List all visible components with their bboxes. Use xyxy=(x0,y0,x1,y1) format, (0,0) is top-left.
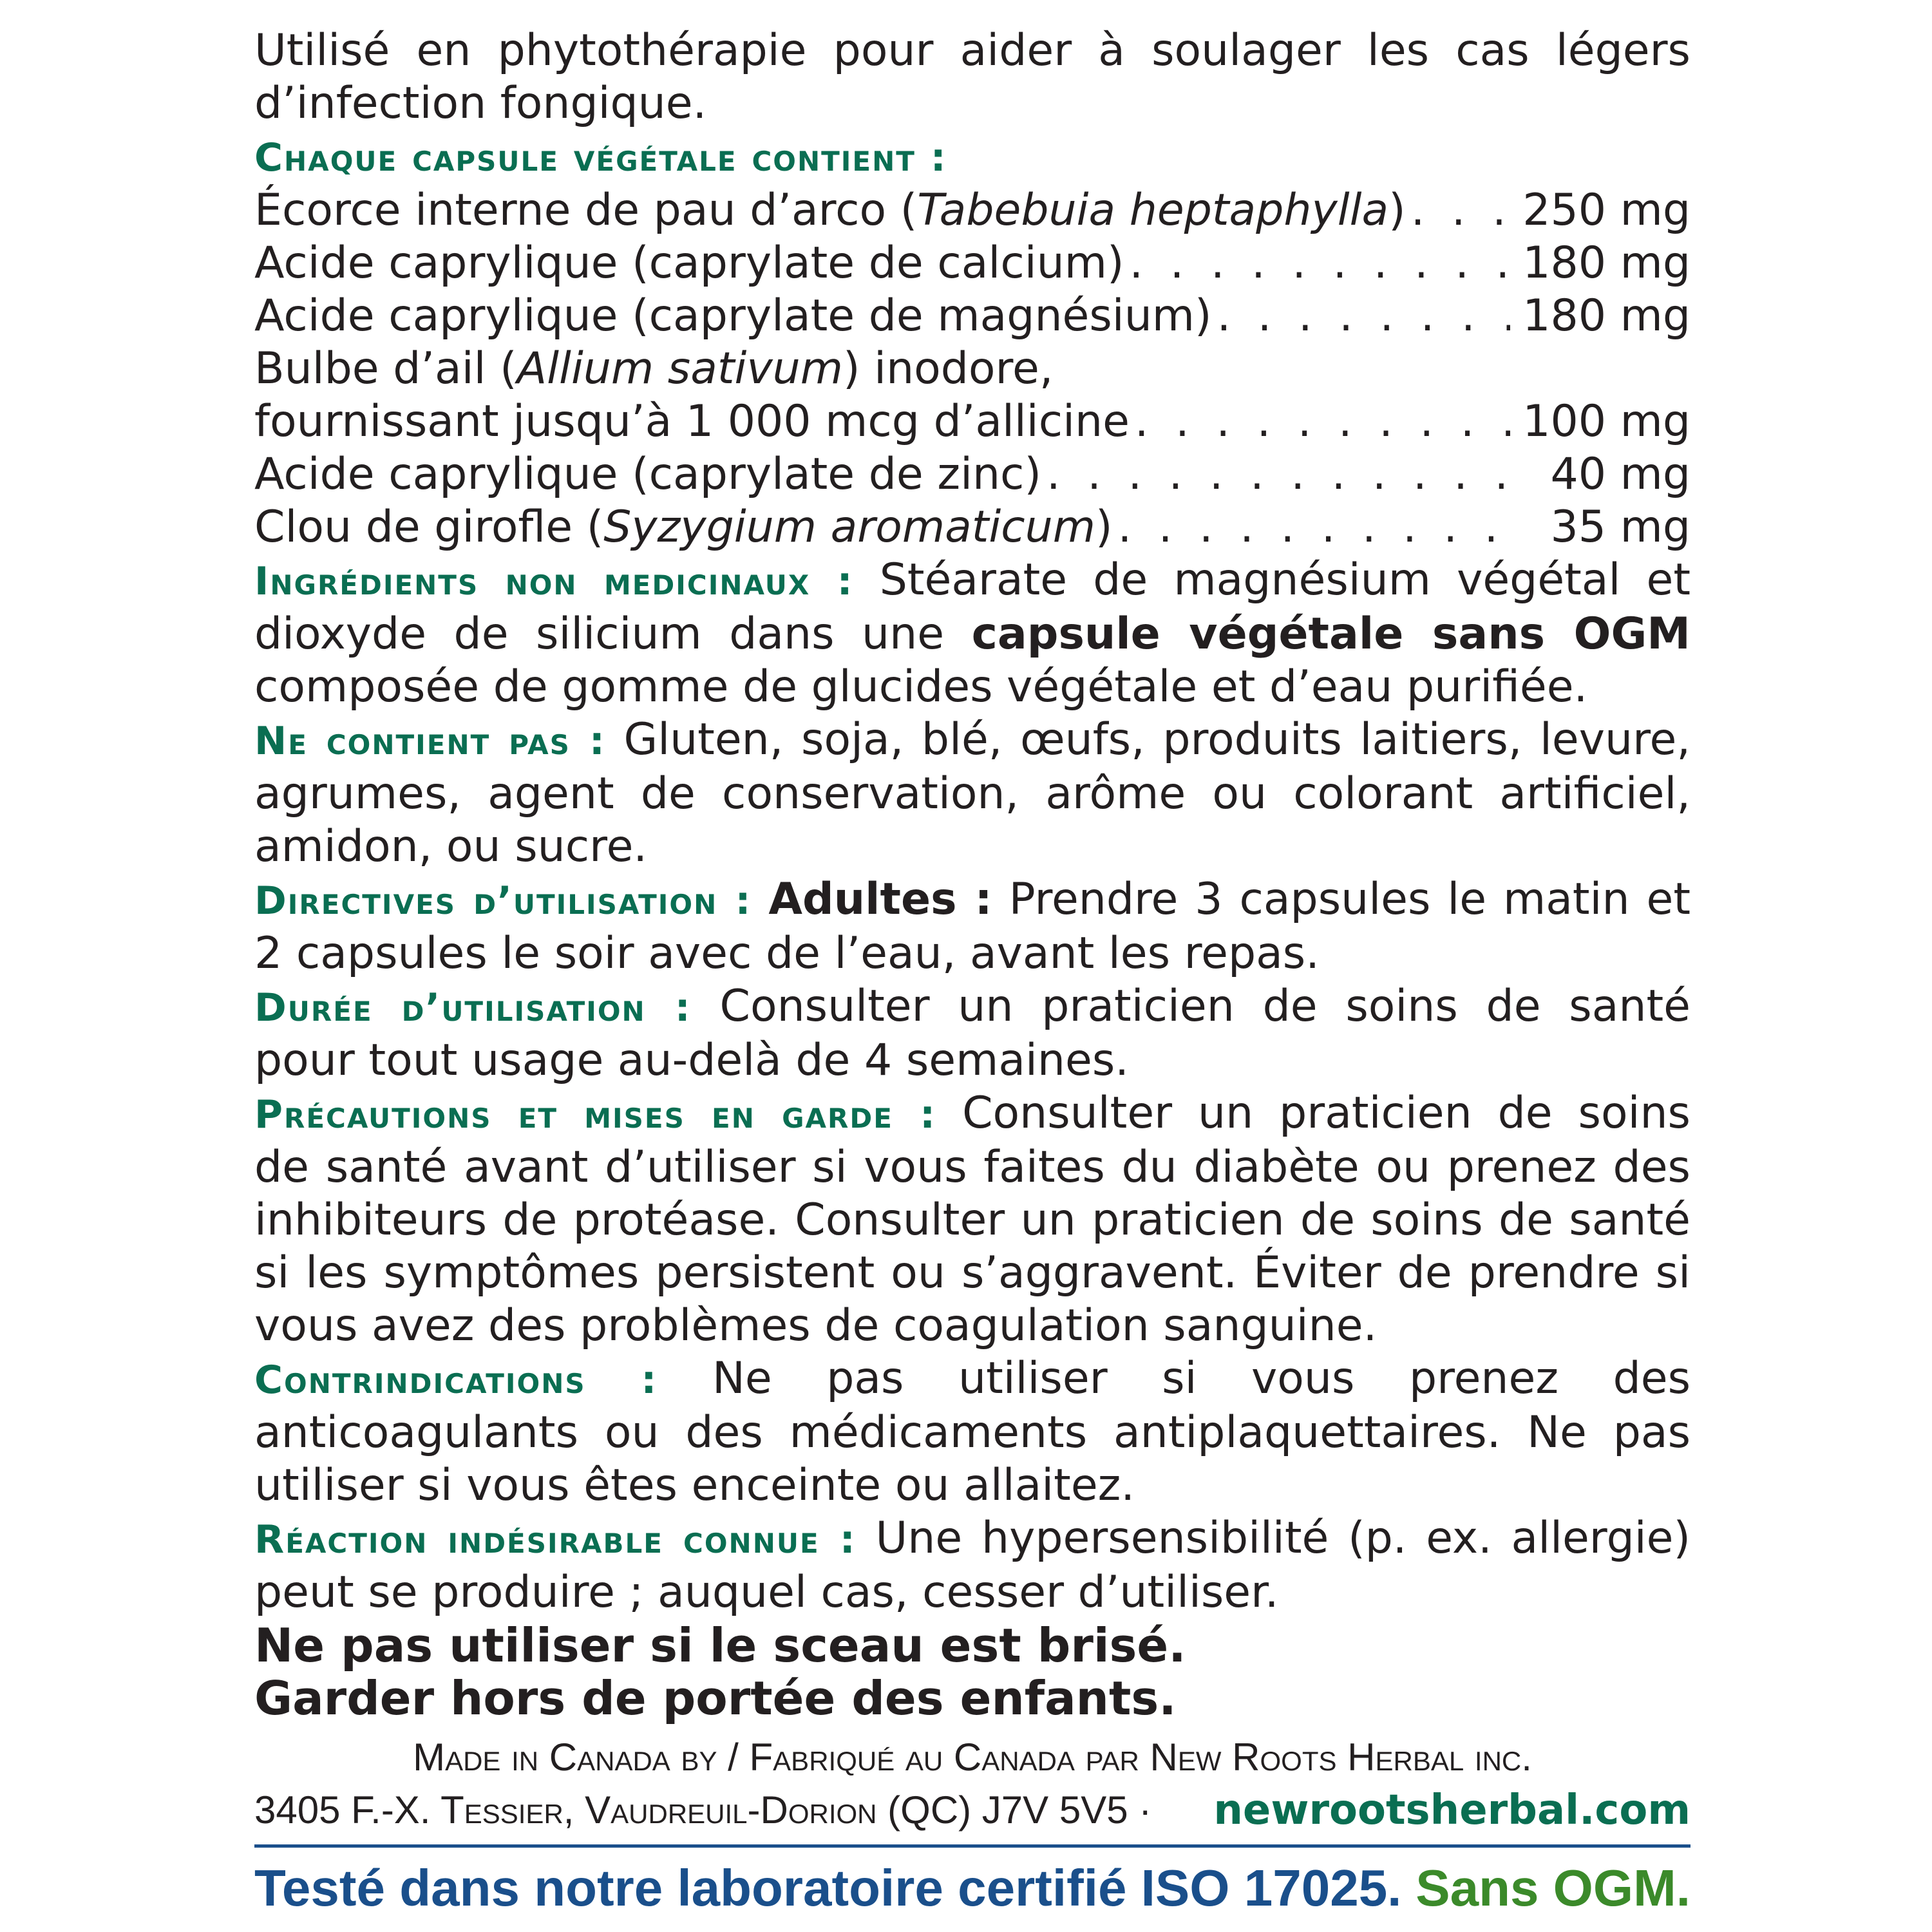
adverse-heading: Réaction indésirable connue : xyxy=(254,1517,857,1562)
intro-line-1: Utilisé en phytothérapie pour aider à soulager les cas légers xyxy=(254,25,1690,76)
cautions-line-2: de santé avant d’utiliser si vous faites du diabète ou prenez des xyxy=(254,1142,1690,1193)
leader-dots xyxy=(1130,395,1510,448)
ingredients-heading-text: Chaque capsule végétale contient : xyxy=(254,135,947,180)
cautions-line-5: vous avez des problèmes de coagulation sanguine. xyxy=(254,1300,1378,1351)
cautions-text: Consulter un praticien de soins xyxy=(962,1088,1690,1139)
ingredient-name: Bulbe d’ail ( xyxy=(254,343,517,394)
ingredient-amount: 250 mg xyxy=(1522,185,1690,236)
intro-line-2: d’infection fongique. xyxy=(254,78,707,129)
address-line xyxy=(254,1784,1690,1837)
ingredient-amount: 180 mg xyxy=(1522,238,1690,289)
ingredient-name: Acide caprylique (caprylate de calcium) xyxy=(254,238,1124,289)
website-link[interactable]: newrootsherbal.com xyxy=(1213,1786,1690,1834)
free-of-heading: Ne contient pas : xyxy=(254,719,606,764)
cautions-line-1 xyxy=(254,1087,1690,1141)
ingredient-latin: Tabebuia heptaphylla xyxy=(917,185,1389,236)
directions-text: Prendre 3 capsules le matin et xyxy=(1009,874,1690,925)
free-of-line-1 xyxy=(254,714,1690,768)
non-medicinal-line-1 xyxy=(254,554,1690,608)
adverse-line-2: peut se produire ; auquel cas, cesser d’utiliser. xyxy=(254,1567,1279,1618)
non-medicinal-heading: Ingrédients non medicinaux : xyxy=(254,559,854,604)
contraindications-text: Ne pas utiliser si vous prenez des xyxy=(712,1353,1690,1404)
ingredient-suffix: ) xyxy=(1388,185,1406,236)
ingredient-name: Acide caprylique (caprylate de magnésium) xyxy=(254,290,1212,341)
ingredient-row xyxy=(254,448,1690,501)
label-panel xyxy=(254,24,1690,1917)
contraindications-line-3: utiliser si vous êtes enceinte ou allaitez. xyxy=(254,1460,1135,1511)
manufacturer-line: Made in Canada by / Fabriqué au Canada par New Roots Herbal inc. xyxy=(413,1736,1532,1779)
duration-line-1 xyxy=(254,980,1690,1034)
non-medicinal-text: Stéarate de magnésium végétal et xyxy=(879,554,1690,605)
ingredient-amount: 35 mg xyxy=(1550,502,1690,553)
ingredient-amount: 180 mg xyxy=(1522,290,1690,341)
ingredients-heading xyxy=(254,130,1690,184)
ingredient-name: Acide caprylique (caprylate de zinc) xyxy=(254,449,1041,500)
ingredient-row xyxy=(254,290,1690,343)
directions-line-1 xyxy=(254,873,1690,927)
adverse-line-1 xyxy=(254,1512,1690,1566)
cautions-line-3: inhibiteurs de protéase. Consulter un praticien de soins de santé xyxy=(254,1195,1690,1245)
duration-text: Consulter un praticien de soins de santé xyxy=(719,981,1690,1032)
free-of-line-3: amidon, ou sucre. xyxy=(254,821,648,872)
directions-line-2: 2 capsules le soir avec de l’eau, avant les repas. xyxy=(254,928,1320,979)
contraindications-heading: Contrindications : xyxy=(254,1358,658,1403)
ingredient-suffix: ) xyxy=(1095,502,1113,553)
adults-label: Adultes : xyxy=(768,874,992,925)
ingredient-name: Clou de girofle ( xyxy=(254,502,604,553)
children-warning: Garder hors de portée des enfants. xyxy=(254,1671,1177,1725)
non-medicinal-text: dioxyde de silicium dans une xyxy=(254,609,945,659)
ingredient-name: fournissant jusqu’à 1 000 mcg d’allicine xyxy=(254,396,1130,447)
free-of-line-2: agrumes, agent de conservation, arôme ou colorant artificiel, xyxy=(254,768,1690,819)
leader-dots xyxy=(1406,184,1510,237)
non-gmo-claim: Sans OGM. xyxy=(1416,1859,1690,1917)
ingredient-row xyxy=(254,501,1690,554)
ingredient-latin: Syzygium aromaticum xyxy=(603,502,1096,553)
ingredient-amount: 40 mg xyxy=(1550,449,1690,500)
ingredient-suffix: ) inodore, xyxy=(843,343,1054,394)
footer-divider xyxy=(254,1844,1690,1848)
duration-line-2: pour tout usage au-delà de 4 semaines. xyxy=(254,1035,1129,1086)
contraindications-line-1 xyxy=(254,1352,1690,1406)
cautions-line-4: si les symptômes persistent ou s’aggravent. Éviter de prendre si xyxy=(254,1247,1690,1298)
duration-heading: Durée d’utilisation : xyxy=(254,985,692,1030)
ingredient-amount: 100 mg xyxy=(1522,396,1690,447)
ingredient-latin: Allium sativum xyxy=(516,343,844,394)
adverse-text: Une hypersensibilité (p. ex. allergie) xyxy=(875,1513,1690,1564)
directions-heading: Directives d’utilisation : xyxy=(254,878,752,923)
leader-dots xyxy=(1041,448,1510,501)
ingredient-row xyxy=(254,395,1690,448)
non-gmo-capsule-text: capsule végétale sans OGM xyxy=(971,609,1690,659)
ingredient-row xyxy=(254,237,1690,290)
ingredient-row xyxy=(254,184,1690,237)
free-of-text: Gluten, soja, blé, œufs, produits laitiers, levure, xyxy=(623,714,1690,765)
non-medicinal-line-2 xyxy=(254,608,1690,661)
manufacturer-address: 3405 F.-X. Tessier, Vaudreuil-Dorion (QC) J7V 5V5 · xyxy=(254,1788,1152,1832)
leader-dots xyxy=(1113,501,1510,554)
leader-dots xyxy=(1212,290,1510,343)
cautions-heading: Précautions et mises en garde : xyxy=(254,1092,937,1137)
ingredient-name: Écorce interne de pau d’arco ( xyxy=(254,185,918,236)
ingredient-row xyxy=(254,343,1690,395)
ingredients-list xyxy=(254,184,1690,554)
seal-warning: Ne pas utiliser si le sceau est brisé. xyxy=(254,1618,1186,1672)
footer-claims xyxy=(254,1859,1690,1917)
lab-tested-claim: Testé dans notre laboratoire certifié ISO 17025. xyxy=(254,1859,1402,1917)
contraindications-line-2: anticoagulants ou des médicaments antiplaquettaires. Ne pas xyxy=(254,1407,1690,1458)
leader-dots xyxy=(1124,237,1510,290)
non-medicinal-line-3: composée de gomme de glucides végétale et d’eau purifiée. xyxy=(254,661,1588,712)
